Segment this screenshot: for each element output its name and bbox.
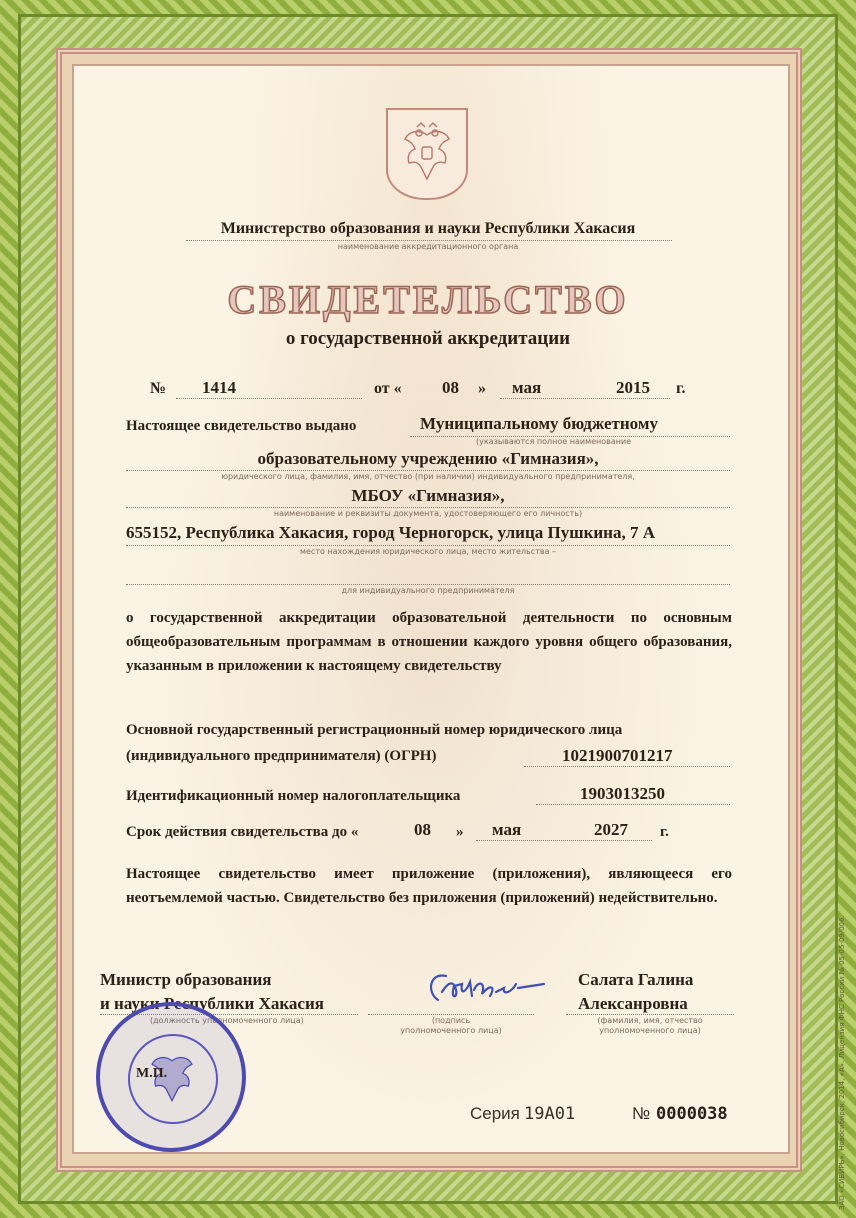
registration-year: 2015	[616, 378, 650, 397]
signatory-name-caption2: уполномоченного лица)	[599, 1026, 701, 1035]
validity-year-suffix: г.	[660, 824, 669, 840]
inn-value: 1903013250	[580, 784, 665, 803]
validity-year: 2027	[594, 820, 628, 839]
issuer-name: Министерство образования и науки Республики Хакасия	[220, 220, 636, 237]
signatory-position-line1: Министр образования	[100, 970, 272, 989]
registration-month-line	[500, 398, 670, 399]
form-series-label: Серия	[470, 1104, 520, 1123]
signatory-name-line1: Салата Галина	[578, 970, 694, 989]
stamp-place-label: М.П.	[136, 1066, 168, 1081]
handwritten-signature	[420, 962, 550, 1012]
registration-number: 1414	[202, 378, 236, 397]
signatory-name-caption1: (фамилия, имя, отчество	[597, 1016, 703, 1025]
issued-to-caption2: юридического лица, фамилия, имя, отчество (при наличии) индивидуального предпринимателя,	[221, 472, 635, 481]
registration-quote-close: »	[478, 380, 486, 397]
registration-month: мая	[512, 378, 542, 397]
issued-to-line3-rule	[126, 507, 730, 508]
official-seal	[96, 1002, 246, 1152]
form-number-label: №	[632, 1104, 651, 1123]
issued-to-line1: Муниципальному бюджетному	[420, 414, 658, 433]
printer-note: ЗАО «СИБИРЬ», Новосибирск, 2014, «А». Лицензия ФНС России № 05-05-09/006.	[838, 915, 846, 1210]
inn-rule	[536, 804, 730, 805]
signatory-position-line2: и науки Республики Хакасия	[100, 994, 324, 1013]
signature-caption2: уполномоченного лица)	[400, 1026, 502, 1035]
issued-to-caption5: для индивидуального предпринимателя	[341, 586, 515, 595]
form-series: 19А01	[524, 1104, 576, 1124]
validity-label: Срок действия свидетельства до «	[126, 824, 359, 840]
issued-to-caption4: место нахождения юридического лица, место жительства –	[299, 547, 557, 556]
registration-day: 08	[442, 378, 459, 397]
document-subtitle: о государственной аккредитации	[285, 328, 571, 349]
signatory-name-rule	[566, 1014, 734, 1015]
validity-day: 08	[414, 820, 431, 839]
accreditation-text: о государственной аккредитации образовательной деятельности по основным общеобразовательным программам в отношении каждого уровня общего образования, указанным в приложении к настоящему свидетельству	[126, 610, 732, 674]
registration-number-line	[176, 398, 362, 399]
issued-to-caption3: наименование и реквизиты документа, удостоверяющего его личность)	[273, 509, 583, 518]
issuer-line	[186, 240, 672, 241]
signature-caption1: (подпись	[431, 1016, 471, 1025]
issued-to-line2-rule	[126, 470, 730, 471]
registration-year-suffix: г.	[676, 380, 686, 397]
ogrn-label-line2: (индивидуального предпринимателя) (ОГРН)	[126, 748, 437, 764]
coat-of-arms-emblem	[386, 108, 468, 200]
issuer-caption: наименование аккредитационного органа	[337, 242, 519, 251]
signatory-name-line2: Алексанровна	[578, 994, 688, 1013]
issued-to-line3: МБОУ «Гимназия»,	[351, 486, 505, 505]
inn-label: Идентификационный номер налогоплательщика	[126, 788, 461, 804]
issued-to-address-rule	[126, 545, 730, 546]
validity-quote-close: »	[456, 824, 464, 840]
ogrn-label-line1: Основной государственный регистрационный номер юридического лица	[126, 722, 623, 738]
registration-from-label: от «	[374, 380, 402, 397]
issued-to-line2: образовательному учреждению «Гимназия»,	[257, 449, 599, 468]
document-title: СВИДЕТЕЛЬСТВО	[227, 277, 629, 322]
signatory-position-caption: (должность уполномоченного лица)	[150, 1016, 304, 1025]
issued-to-address: 655152, Республика Хакасия, город Черногорск, улица Пушкина, 7 А	[126, 523, 655, 542]
issued-to-caption1: (указываются полное наименование	[476, 437, 632, 446]
ogrn-value: 1021900701217	[562, 746, 673, 765]
appendix-text: Настоящее свидетельство имеет приложение (приложения), являющееся его неотъемлемой частью. Свидетельство без приложения (приложений) недействительно.	[126, 866, 732, 906]
signature-rule	[368, 1014, 534, 1015]
form-number: 0000038	[656, 1104, 728, 1124]
issued-to-ip-rule	[126, 584, 730, 585]
issued-to-label: Настоящее свидетельство выдано	[126, 418, 357, 434]
double-headed-eagle-icon	[399, 121, 455, 187]
validity-month-rule	[476, 840, 652, 841]
ogrn-rule	[524, 766, 730, 767]
validity-month: мая	[492, 820, 522, 839]
registration-number-label: №	[150, 380, 167, 397]
